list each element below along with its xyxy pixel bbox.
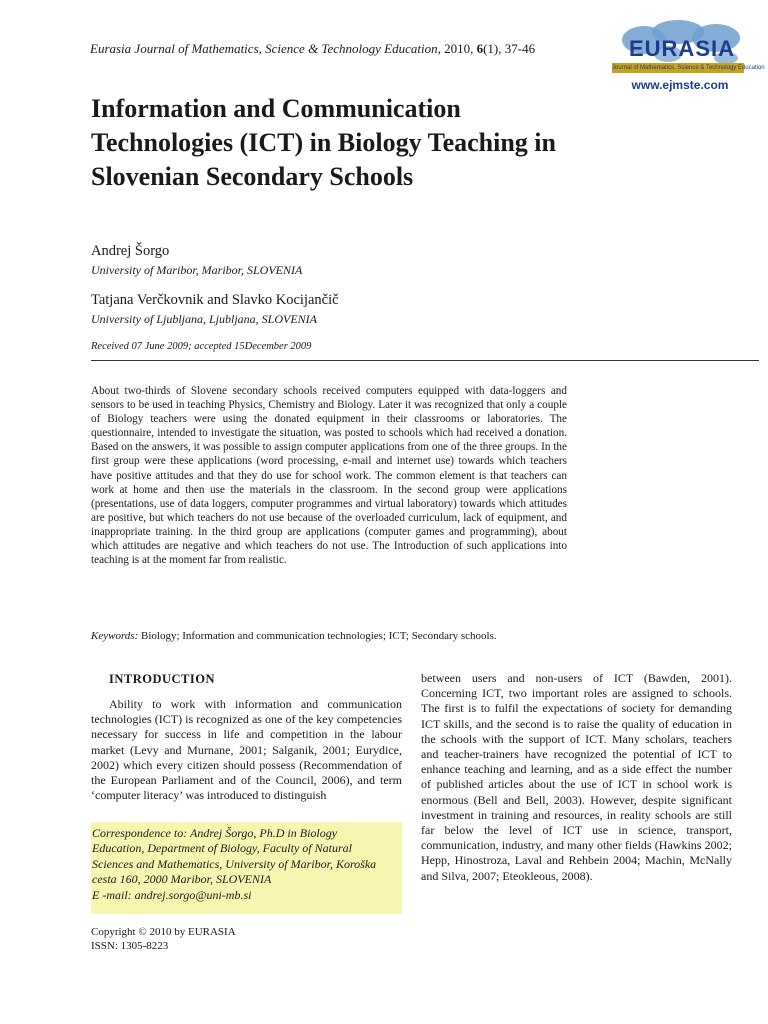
copyright-text: Copyright © 2010 by EURASIA <box>91 926 236 938</box>
author-2-name: Tatjana Verčkovnik and Slavko Kocijančič <box>91 292 339 308</box>
journal-citation <box>90 41 610 57</box>
author-2-affiliation: University of Ljubljana, Ljubljana, SLOVENIA <box>91 312 318 326</box>
correspondence-line: Correspondence to: Andrej Šorgo, Ph.D in Biology <box>92 826 338 840</box>
journal-issue: (1), <box>483 41 502 56</box>
issn-text: ISSN: 1305-8223 <box>91 940 169 952</box>
author-1-affiliation: University of Maribor, Maribor, SLOVENIA <box>91 263 303 277</box>
correspondence-line: Sciences and Mathematics, University of Maribor, Koroška <box>92 856 377 871</box>
correspondence-email[interactable]: E -mail: andrej.sorgo@uni-mb.si <box>92 887 252 902</box>
author-1-name: Andrej Šorgo <box>91 243 170 259</box>
introduction-right-text: between users and non-users of ICT (Bawden, 2001). Concerning ICT, two important roles are assigned to schools. The first is to fulfil the expectations of society for demanding ICT skills, and the second is to raise the quality of education in the schools with the support of ICT. Many scholars, teachers and teacher-trainers have recognized the potential of ICT to enhance teaching and learning, and as a side effect the number of published articles about the use of ICT in school work is enormous (Bell and Bell, 2003). However, despite significant investment in training and resources, in reality schools are still far below the level of ICT use in science, transport, communication, industry, and many other fields (Hawkins 2002; Hepp, Hinostroza, Laval and Rehbein 2004; Machin, McNally and Silva, 2007; Eteokleous, 2008). <box>421 671 732 883</box>
header-divider <box>91 360 759 361</box>
keywords-text: Biology; Information and communication technologies; ICT; Secondary schools. <box>141 630 497 642</box>
copyright-block <box>91 925 236 953</box>
correspondence-box <box>91 822 402 914</box>
journal-volume: 6 <box>476 41 484 56</box>
correspondence-line: cesta 160, 2000 Maribor, SLOVENIA <box>92 872 272 887</box>
journal-year: 2010, <box>444 41 474 56</box>
introduction-left-text: Ability to work with information and communication technologies (ICT) is recognized as one of the key competencies necessary for success in life and competition in the labour market (Levy and Murnane, 2001; Salganik, 2001; Eurydice, 2002) which every citizen should possess (Recommendation of the European Parliament and of the Council, 2006), and term ‘computer literacy’ was introduced to distinguish <box>91 697 402 803</box>
logo-band <box>612 63 765 73</box>
journal-pages: 37-46 <box>504 41 536 56</box>
logo-word: EURASIA <box>628 36 735 61</box>
section-heading-introduction: INTRODUCTION <box>109 672 216 686</box>
journal-url-link[interactable]: www.ejmste.com <box>631 78 729 92</box>
journal-name: Eurasia Journal of Mathematics, Science & Technology Education, <box>90 41 441 56</box>
left-column <box>91 671 402 803</box>
correspondence-line: Education, Department of Biology, Faculty of Natural <box>92 841 352 856</box>
keywords <box>91 630 611 642</box>
right-column <box>421 671 732 884</box>
eurasia-logo <box>608 14 765 98</box>
received-dates: Received 07 June 2009; accepted 15December 2009 <box>91 341 312 352</box>
paper-title: Information and Communication Technologies (ICT) in Biology Teaching in Slovenian Secondary Schools <box>91 94 556 191</box>
logo-band-text: Journal of Mathematics, Science & Technology Education <box>612 65 765 71</box>
abstract: About two-thirds of Slovene secondary schools received computers equipped with data-loggers and sensors to be used in teaching Physics, Chemistry and Biology. Later it was recognized that only a couple of Biology teachers were using the donated equipment in their classrooms or laboratories. The questionnaire, intended to investigate the situation, was posted to schools which had received a donation. Based on the answers, it was possible to assign computer applications from one of the three groups. In the first group were these applications (word processing, e-mail and internet use) towards which teachers have positive attitudes and that they do use for school work. The common element is that teachers can work at home and then use the materials in the classroom. In the second group were applications (presentations, use of data loggers, computer programmes and virtual laboratory) towards which attitudes are positive, but which teachers do not use because of the overloaded curriculum, lack of equipment, and inappropriate training. In the third group are applications (computer games and programming), about which attitudes are negative and which teachers do not use. The Introduction of such applications into teaching is at the moment far from realistic. <box>91 385 567 567</box>
keywords-label: Keywords: <box>91 630 139 642</box>
